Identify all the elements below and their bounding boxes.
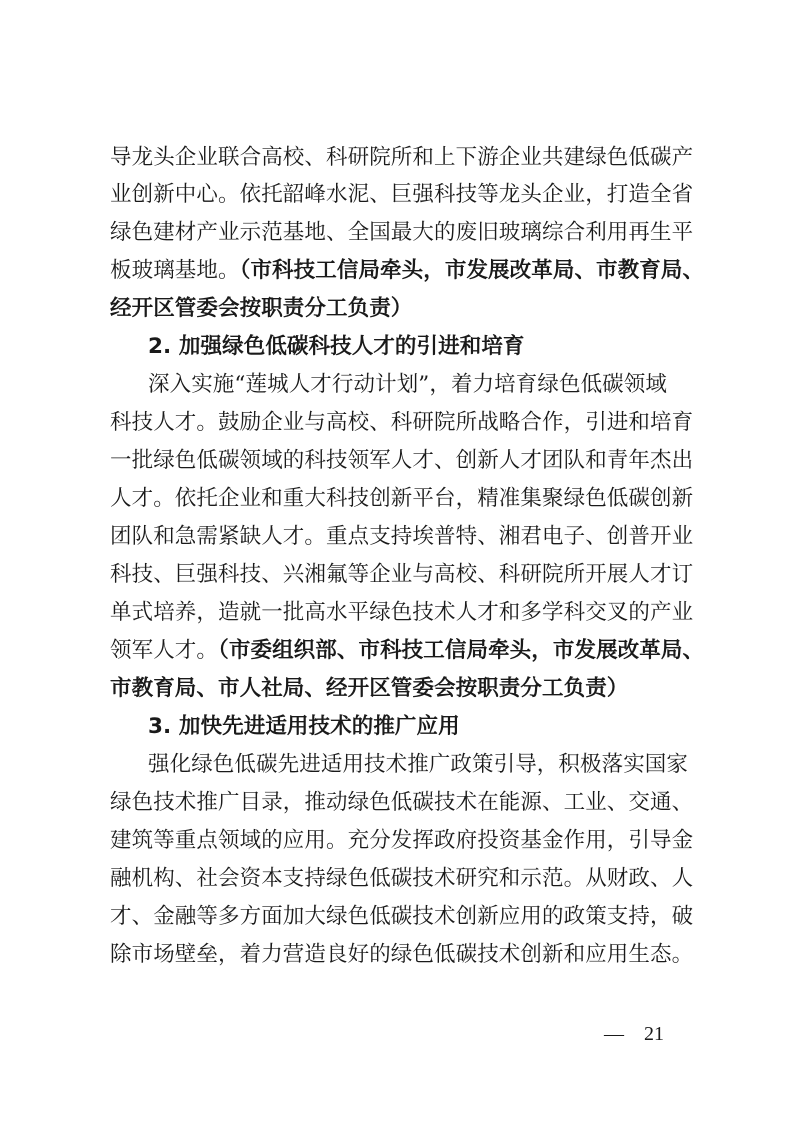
- section-heading: 3. 加快先进适用技术的推广应用: [148, 714, 460, 739]
- paragraph-line: 绿色技术推广目录，推动绿色低碳技术在能源、工业、交通、: [110, 790, 694, 815]
- paragraph-line: 除市场壁垒，着力营造良好的绿色低碳技术创新和应用生态。: [110, 942, 694, 967]
- responsibility-note: （市科技工信局牵头，市发展改革局、市教育局、: [239, 258, 705, 283]
- paragraph-line: 团队和急需紧缺人才。重点支持埃普特、湘君电子、创普开业: [110, 524, 694, 549]
- paragraph-line: 科技、巨强科技、兴湘氟等企业与高校、科研院所开展人才订: [110, 562, 694, 587]
- paragraph-line: 人才。依托企业和重大科技创新平台，精准集聚绿色低碳创新: [110, 486, 694, 511]
- paragraph-line: 业创新中心。依托韶峰水泥、巨强科技等龙头企业，打造全省: [110, 182, 694, 207]
- paragraph-line: 导龙头企业联合高校、科研院所和上下游企业共建绿色低碳产: [110, 145, 694, 170]
- paragraph-line: 才、金融等多方面加大绿色低碳技术创新应用的政策支持，破: [110, 904, 694, 929]
- paragraph-line: 融机构、社会资本支持绿色低碳技术研究和示范。从财政、人: [110, 866, 694, 891]
- paragraph-line: 深入实施“莲城人才行动计划”，着力培育绿色低碳领域: [148, 372, 667, 397]
- paragraph-line: [110, 294, 710, 324]
- paragraph-line: [110, 674, 710, 704]
- paragraph-line: 强化绿色低碳先进适用技术推广政策引导，积极落实国家: [148, 752, 689, 777]
- paragraph-line: 建筑等重点领域的应用。充分发挥政府投资基金作用，引导金: [110, 828, 694, 853]
- paragraph-line: 一批绿色低碳领域的科技领军人才、创新人才团队和青年杰出: [110, 448, 694, 473]
- paragraph-line: 科技人才。鼓励企业与高校、科研院所战略合作，引进和培育: [110, 410, 694, 435]
- paragraph-line: 板玻璃基地。（市科技工信局牵头，市发展改革局、市教育局、: [110, 258, 705, 283]
- paragraph-line: 单式培养，造就一批高水平绿色技术人才和多学科交叉的产业: [110, 600, 694, 625]
- responsibility-note: 经开区管委会按职责分工负责）: [110, 296, 413, 321]
- paragraph-line: 绿色建材产业示范基地、全国最大的废旧玻璃综合利用再生平: [110, 220, 694, 245]
- responsibility-note: （市委组织部、市科技工信局牵头，市发展改革局、: [218, 638, 705, 663]
- section-heading: 2. 加强绿色低碳科技人才的引进和培育: [148, 334, 525, 359]
- responsibility-note: 市教育局、市人社局、经开区管委会按职责分工负责）: [110, 676, 629, 701]
- page-number: — 21: [604, 1023, 664, 1045]
- paragraph-line: 领军人才。（市委组织部、市科技工信局牵头，市发展改革局、: [110, 638, 705, 663]
